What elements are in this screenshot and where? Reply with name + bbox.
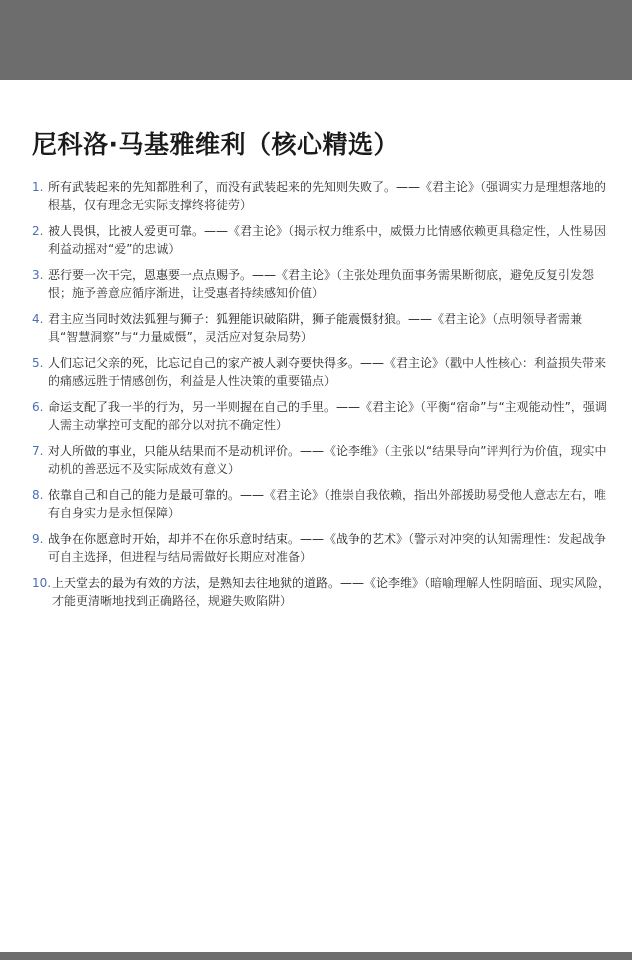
- list-item: [32, 222, 612, 258]
- bottom-frame-bar: [0, 952, 632, 960]
- item-body: [48, 486, 612, 522]
- item-body: [48, 310, 612, 346]
- item-body: [48, 266, 612, 302]
- quote-text: 人们忘记父亲的死，比忘记自己的家产被人剥夺要快得多。——《君主论》: [48, 356, 445, 370]
- item-body: [48, 442, 612, 478]
- item-number: 4.: [32, 312, 44, 326]
- item-body: [48, 222, 612, 258]
- quote-note: （平衡“宿命”与“主观能动性”，强调人需主动掌控可支配的部分以对抗不确定性）: [48, 400, 607, 432]
- item-number: 1.: [32, 180, 44, 194]
- quote-text: 战争在你愿意时开始，却并不在你乐意时结束。——《战争的艺术》: [48, 532, 409, 546]
- quote-note: （揭示权力维系中，威慑力比情感依赖更具稳定性，人性易因利益动摇对“爱”的忠诚）: [48, 224, 607, 256]
- item-body: [48, 530, 612, 566]
- list-item: [32, 354, 612, 390]
- list-item: [32, 442, 612, 478]
- item-number: 8.: [32, 488, 44, 502]
- quote-note: （强调实力是理想落地的根基，仅有理念无实际支撑终将徒劳）: [48, 180, 607, 212]
- list-item: [32, 574, 612, 610]
- item-body: [52, 574, 612, 610]
- quote-note: （暗喻理解人性阴暗面、现实风险，才能更清晰地找到正确路径，规避失败陷阱）: [52, 576, 611, 608]
- item-body: [48, 354, 612, 390]
- list-item: [32, 398, 612, 434]
- item-body: [48, 398, 612, 434]
- list-item: [32, 178, 612, 214]
- quote-note: （戳中人性核心：利益损失带来的痛感远胜于情感创伤，利益是人性决策的重要锚点）: [48, 356, 607, 388]
- quote-note: （警示对冲突的认知需理性：发起战争可自主选择，但进程与结局需做好长期应对准备）: [48, 532, 607, 564]
- quote-text: 上天堂去的最为有效的方法，是熟知去往地狱的道路。——《论李维》: [52, 576, 425, 590]
- item-number: 5.: [32, 356, 44, 370]
- quote-text: 依靠自己和自己的能力是最可靠的。——《君主论》: [48, 488, 325, 502]
- quote-text: 对人所做的事业，只能从结果而不是动机评价。——《论李维》: [48, 444, 385, 458]
- item-number: 6.: [32, 400, 44, 414]
- item-body: [48, 178, 612, 214]
- quote-text: 被人畏惧，比被人爱更可靠。——《君主论》: [48, 224, 289, 238]
- quote-note: （主张处理负面事务需果断彻底，避免反复引发怨恨；施予善意应循序渐进，让受惠者持续感知价值）: [48, 268, 595, 300]
- list-item: [32, 310, 612, 346]
- page-title: 尼科洛·马基雅维利（核心精选）: [32, 130, 399, 159]
- quote-text: 所有武装起来的先知都胜利了，而没有武装起来的先知则失败了。——《君主论》: [48, 180, 481, 194]
- quote-text: 君主应当同时效法狐狸与狮子：狐狸能识破陷阱，狮子能震慑豺狼。——《君主论》: [48, 312, 493, 326]
- quote-note: （主张以“结果导向”评判行为价值，现实中动机的善恶远不及实际成效有意义）: [48, 444, 607, 476]
- quote-list: [32, 178, 612, 618]
- top-frame-bar: [0, 0, 632, 80]
- item-number: 10.: [32, 576, 52, 590]
- quote-text: 恶行要一次干完，恩惠要一点点赐予。——《君主论》: [48, 268, 337, 282]
- list-item: [32, 266, 612, 302]
- quote-note: （点明领导者需兼具“智慧洞察”与“力量威慑”，灵活应对复杂局势）: [48, 312, 583, 344]
- list-item: [32, 530, 612, 566]
- item-number: 2.: [32, 224, 44, 238]
- item-number: 9.: [32, 532, 44, 546]
- list-item: [32, 486, 612, 522]
- item-number: 7.: [32, 444, 44, 458]
- item-number: 3.: [32, 268, 44, 282]
- quote-text: 命运支配了我一半的行为，另一半则握在自己的手里。——《君主论》: [48, 400, 421, 414]
- quote-note: （推崇自我依赖，指出外部援助易受他人意志左右，唯有自身实力是永恒保障）: [48, 488, 607, 520]
